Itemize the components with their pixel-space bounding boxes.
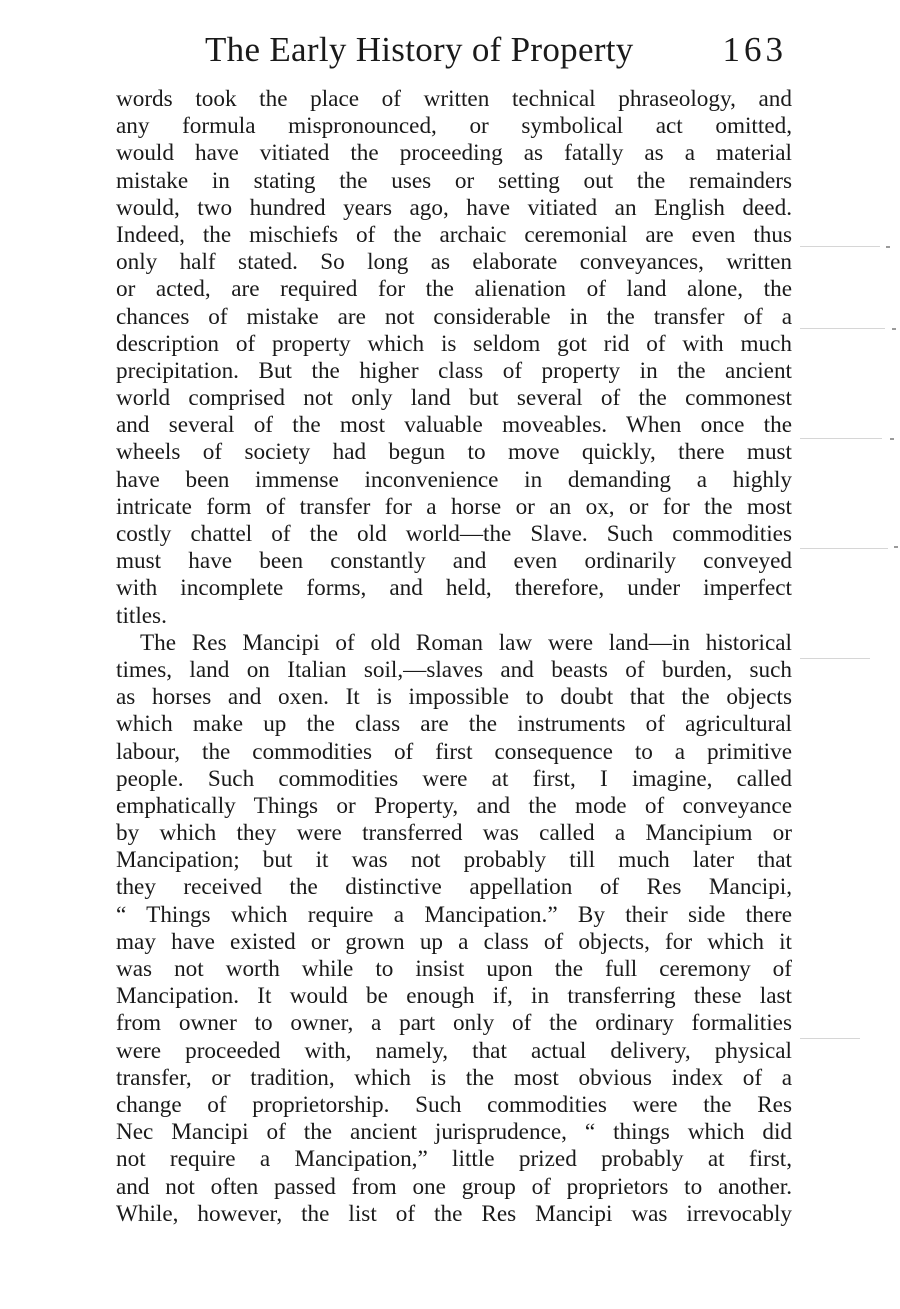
text-line: intricate form of transfer for a horse or an ox, or for the most	[116, 493, 792, 520]
text-line: which make up the class are the instruments of agricultural	[116, 711, 792, 738]
text-line: precipitation. But the higher class of property in the ancient	[116, 357, 792, 384]
scan-speck	[892, 328, 896, 330]
text-line: mistake in stating the uses or setting out the remainders	[116, 167, 792, 194]
text-line: may have existed or grown up a class of objects, for which it	[116, 928, 792, 955]
text-line: Indeed, the mischiefs of the archaic ceremonial are even thus	[116, 221, 792, 248]
running-title: The Early History of Property	[205, 30, 634, 69]
scan-speck	[890, 438, 894, 440]
text-line: Mancipation; but it was not probably till much later that	[116, 847, 792, 874]
text-line: costly chattel of the old world—the Slave. Such commodities	[116, 521, 792, 547]
page-number: 163	[722, 30, 787, 69]
scan-speck	[800, 328, 885, 329]
margin-scan-specks	[800, 230, 900, 1050]
text-line: words took the place of written technical phraseology, and	[116, 86, 792, 112]
text-line: they received the distinctive appellation of Res Mancipi,	[116, 874, 792, 901]
body-text	[116, 86, 792, 1228]
text-line: chances of mistake are not considerable in the transfer of a	[116, 303, 792, 330]
text-line: or acted, are required for the alienation of land alone, the	[116, 276, 792, 303]
scan-speck	[886, 246, 890, 248]
text-line: transfer, or tradition, which is the most obvious index of a	[116, 1064, 792, 1091]
paragraph-start-line: The Res Mancipi of old Roman law were land—in historical	[140, 629, 792, 656]
text-line: must have been constantly and even ordinarily conveyed	[116, 548, 792, 575]
text-line: “ Things which require a Mancipation.” By their side there	[116, 901, 792, 928]
scan-speck	[800, 1038, 860, 1039]
text-line: by which they were transferred was called a Mancipium or	[116, 820, 792, 847]
text-line: labour, the commodities of first consequence to a primitive	[116, 738, 792, 765]
text-line: Nec Mancipi of the ancient jurisprudence, “ things which did	[116, 1119, 792, 1146]
text-line: have been immense inconvenience in demanding a highly	[116, 466, 792, 493]
text-line: While, however, the list of the Res Mancipi was irrevocably	[116, 1200, 792, 1227]
running-head	[205, 30, 795, 74]
text-line: people. Such commodities were at first, I imagine, called	[116, 765, 792, 792]
text-line: as horses and oxen. It is impossible to doubt that the objects	[116, 684, 792, 711]
scan-speck	[800, 438, 882, 439]
text-line: change of proprietorship. Such commodities were the Res	[116, 1091, 792, 1118]
text-line: were proceeded with, namely, that actual delivery, physical	[116, 1037, 792, 1064]
text-line: would have vitiated the proceeding as fatally as a material	[116, 140, 792, 167]
scan-speck	[800, 658, 870, 659]
text-line: emphatically Things or Property, and the mode of conveyance	[116, 792, 792, 819]
text-line: Mancipation. It would be enough if, in transferring these last	[116, 983, 792, 1010]
text-line: times, land on Italian soil,—slaves and beasts of burden, such	[116, 656, 792, 683]
text-line: would, two hundred years ago, have vitiated an English deed.	[116, 194, 792, 221]
text-line: description of property which is seldom got rid of with much	[116, 330, 792, 357]
text-line: world comprised not only land but several of the commonest	[116, 385, 792, 412]
scan-speck	[800, 246, 880, 247]
text-line: from owner to owner, a part only of the ordinary formalities	[116, 1010, 792, 1037]
text-line: with incomplete forms, and held, therefore, under imperfect	[116, 575, 792, 602]
text-line: any formula mispronounced, or symbolical act omitted,	[116, 113, 792, 140]
text-line: and several of the most valuable moveables. When once the	[116, 412, 792, 439]
scan-speck	[800, 548, 888, 549]
text-line: not require a Mancipation,” little prized probably at first,	[116, 1146, 792, 1173]
scan-speck	[894, 546, 898, 548]
text-line: was not worth while to insist upon the full ceremony of	[116, 956, 792, 982]
text-line: wheels of society had begun to move quickly, there must	[116, 439, 792, 466]
paragraph-end-line: titles.	[116, 602, 167, 629]
text-line: and not often passed from one group of proprietors to another.	[116, 1173, 792, 1200]
text-line: only half stated. So long as elaborate conveyances, written	[116, 249, 792, 276]
